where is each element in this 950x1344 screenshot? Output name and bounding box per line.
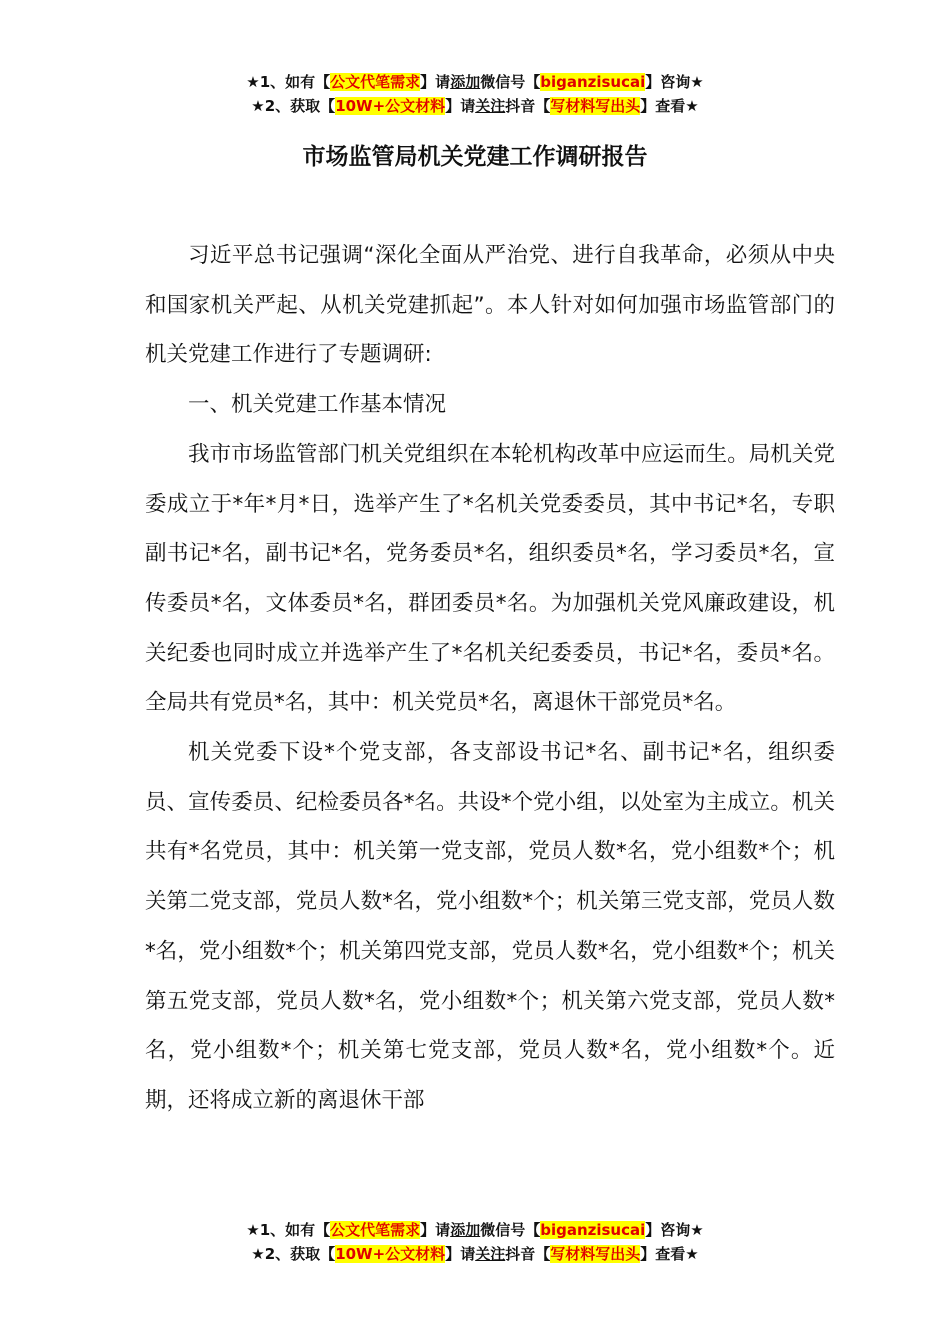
promo-highlight: 10W+公文材料 — [335, 1245, 446, 1263]
promo-highlight-wechat-id: biganzisucai — [540, 73, 646, 91]
promo-underlined: 添加 — [450, 1221, 481, 1239]
promo-text: ★1、如有【 — [246, 1221, 331, 1239]
document-title: 市场监管局机关党建工作调研报告 — [302, 144, 648, 170]
promo-underlined: 添加 — [450, 73, 481, 91]
promo-text: 抖音【 — [505, 1245, 551, 1263]
promo-highlight: 10W+公文材料 — [335, 97, 446, 115]
promo-text: 】查看★ — [640, 1245, 699, 1263]
promo-highlight: 公文代笔需求 — [330, 73, 421, 91]
promo-line-1 — [0, 1218, 950, 1242]
promo-highlight: 公文代笔需求 — [330, 1221, 421, 1239]
section-heading: 一、机关党建工作基本情况 — [188, 392, 447, 418]
document-body — [145, 231, 835, 1126]
promo-underlined: 关注 — [475, 1245, 506, 1263]
body-paragraph: 机关党委下设*个党支部，各支部设书记*名、副书记*名，组织委员、宣传委员、纪检委员各*名。共设*个党小组，以处室为主成立。机关共有*名党员，其中：机关第一党支部，党员人数*名，党小组数*个；机关第二党支部，党员人数*名，党小组数*个；机关第三党支部，党员人数*名，党小组数*个；机关第四党支部，党员人数*名，党小组数*个；机关第五党支部，党员人数*名，党小组数*个；机关第六党支部，党员人数*名，党小组数*个；机关第七党支部，党员人数*名，党小组数*个。近期，还将成立新的离退休干部 — [145, 740, 835, 1113]
promo-text: 】请 — [420, 1221, 451, 1239]
body-paragraph: 习近平总书记强调“深化全面从严治党、进行自我革命，必须从中央和国家机关严起、从机关党建抓起”。本人针对如何加强市场监管部门的机关党建工作进行了专题调研: — [145, 243, 835, 368]
promo-text: 抖音【 — [505, 97, 551, 115]
header-promo-banner — [0, 70, 950, 118]
promo-highlight-wechat-id: biganzisucai — [540, 1221, 646, 1239]
body-paragraph: 我市市场监管部门机关党组织在本轮机构改革中应运而生。局机关党委成立于*年*月*日，选举产生了*名机关党委委员，其中书记*名，专职副书记*名，副书记*名，党务委员*名，组织委员*名，学习委员*名，宣传委员*名，文体委员*名，群团委员*名。为加强机关党风廉政建设，机关纪委也同时成立并选举产生了*名机关纪委委员，书记*名，委员*名。全局共有党员*名，其中：机关党员*名，离退休干部党员*名。 — [145, 441, 835, 716]
promo-text: 】咨询★ — [645, 73, 704, 91]
promo-text: 】请 — [445, 97, 476, 115]
promo-text: 】请 — [420, 73, 451, 91]
promo-text: 】咨询★ — [645, 1221, 704, 1239]
promo-text: ★1、如有【 — [246, 73, 331, 91]
promo-text: ★2、获取【 — [251, 97, 336, 115]
footer-promo-banner — [0, 1218, 950, 1266]
promo-line-2 — [0, 94, 950, 118]
promo-highlight-douyin: 写材料写出头 — [550, 97, 641, 115]
promo-text: ★2、获取【 — [251, 1245, 336, 1263]
promo-underlined: 关注 — [475, 97, 506, 115]
promo-line-2 — [0, 1242, 950, 1266]
promo-text: 微信号【 — [480, 73, 541, 91]
promo-line-1 — [0, 70, 950, 94]
promo-text: 】请 — [445, 1245, 476, 1263]
promo-text: 微信号【 — [480, 1221, 541, 1239]
promo-highlight-douyin: 写材料写出头 — [550, 1245, 641, 1263]
promo-text: 】查看★ — [640, 97, 699, 115]
